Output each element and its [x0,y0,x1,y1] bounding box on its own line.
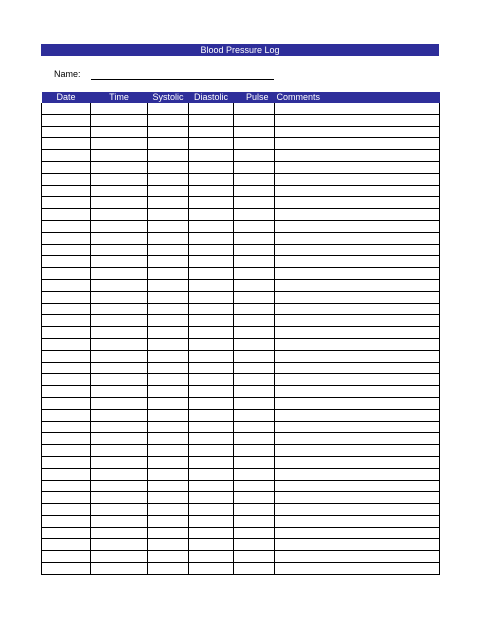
pulse-cell[interactable] [234,527,275,539]
time-cell[interactable] [91,232,148,244]
diastolic-cell[interactable] [189,445,234,457]
comments-cell[interactable] [275,256,440,268]
diastolic-cell[interactable] [189,551,234,563]
systolic-cell[interactable] [148,504,189,516]
diastolic-cell[interactable] [189,103,234,114]
pulse-cell[interactable] [234,456,275,468]
date-cell[interactable] [42,492,91,504]
table-row [42,492,440,504]
date-cell[interactable] [42,563,91,575]
time-cell[interactable] [91,103,148,114]
time-cell[interactable] [91,480,148,492]
date-cell[interactable] [42,433,91,445]
table-row [42,126,440,138]
diastolic-cell[interactable] [189,433,234,445]
table-row [42,421,440,433]
pulse-cell[interactable] [234,338,275,350]
date-cell[interactable] [42,456,91,468]
time-cell[interactable] [91,456,148,468]
time-cell[interactable] [91,256,148,268]
column-header-time: Time [91,92,148,103]
pulse-cell[interactable] [234,551,275,563]
systolic-cell[interactable] [148,397,189,409]
table-row [42,103,440,114]
comments-cell[interactable] [275,539,440,551]
diastolic-cell[interactable] [189,138,234,150]
diastolic-cell[interactable] [189,209,234,221]
pulse-cell[interactable] [234,504,275,516]
log-title: Blood Pressure Log [41,44,439,56]
pulse-cell[interactable] [234,445,275,457]
systolic-cell[interactable] [148,456,189,468]
diastolic-cell[interactable] [189,504,234,516]
systolic-cell[interactable] [148,327,189,339]
table-row [42,350,440,362]
time-cell[interactable] [91,173,148,185]
comments-cell[interactable] [275,551,440,563]
comments-cell[interactable] [275,563,440,575]
systolic-cell[interactable] [148,173,189,185]
comments-cell[interactable] [275,279,440,291]
time-cell[interactable] [91,197,148,209]
pulse-cell[interactable] [234,350,275,362]
table-row [42,527,440,539]
comments-cell[interactable] [275,338,440,350]
pulse-cell[interactable] [234,185,275,197]
comments-cell[interactable] [275,173,440,185]
time-cell[interactable] [91,539,148,551]
comments-cell[interactable] [275,244,440,256]
systolic-cell[interactable] [148,315,189,327]
column-header-comments: Comments [275,92,440,103]
table-row [42,114,440,126]
time-cell[interactable] [91,327,148,339]
systolic-cell[interactable] [148,220,189,232]
name-input-line[interactable] [91,79,274,80]
pulse-cell[interactable] [234,268,275,280]
pulse-cell[interactable] [234,138,275,150]
table-row [42,161,440,173]
date-cell[interactable] [42,327,91,339]
date-cell[interactable] [42,362,91,374]
time-cell[interactable] [91,362,148,374]
systolic-cell[interactable] [148,409,189,421]
comments-cell[interactable] [275,220,440,232]
diastolic-cell[interactable] [189,303,234,315]
pulse-cell[interactable] [234,409,275,421]
diastolic-cell[interactable] [189,480,234,492]
table-row [42,539,440,551]
date-cell[interactable] [42,421,91,433]
diastolic-cell[interactable] [189,539,234,551]
date-cell[interactable] [42,374,91,386]
pulse-cell[interactable] [234,433,275,445]
comments-cell[interactable] [275,315,440,327]
date-cell[interactable] [42,468,91,480]
systolic-cell[interactable] [148,468,189,480]
systolic-cell[interactable] [148,197,189,209]
date-cell[interactable] [42,197,91,209]
systolic-cell[interactable] [148,527,189,539]
date-cell[interactable] [42,315,91,327]
systolic-cell[interactable] [148,244,189,256]
time-cell[interactable] [91,338,148,350]
table-row [42,185,440,197]
diastolic-cell[interactable] [189,291,234,303]
table-row [42,244,440,256]
pulse-cell[interactable] [234,209,275,221]
comments-cell[interactable] [275,150,440,162]
log-rows [42,103,440,574]
pulse-cell[interactable] [234,327,275,339]
comments-cell[interactable] [275,185,440,197]
table-row [42,433,440,445]
pulse-cell[interactable] [234,150,275,162]
comments-cell[interactable] [275,468,440,480]
time-cell[interactable] [91,350,148,362]
date-cell[interactable] [42,386,91,398]
time-cell[interactable] [91,161,148,173]
time-cell[interactable] [91,551,148,563]
systolic-cell[interactable] [148,291,189,303]
diastolic-cell[interactable] [189,126,234,138]
date-cell[interactable] [42,350,91,362]
date-cell[interactable] [42,161,91,173]
table-row [42,315,440,327]
diastolic-cell[interactable] [189,197,234,209]
time-cell[interactable] [91,303,148,315]
pulse-cell[interactable] [234,386,275,398]
pulse-cell[interactable] [234,197,275,209]
pulse-cell[interactable] [234,232,275,244]
table-row [42,409,440,421]
diastolic-cell[interactable] [189,515,234,527]
systolic-cell[interactable] [148,445,189,457]
date-cell[interactable] [42,291,91,303]
systolic-cell[interactable] [148,362,189,374]
table-row [42,374,440,386]
time-cell[interactable] [91,468,148,480]
comments-cell[interactable] [275,327,440,339]
comments-cell[interactable] [275,504,440,516]
comments-cell[interactable] [275,515,440,527]
date-cell[interactable] [42,114,91,126]
pulse-cell[interactable] [234,114,275,126]
diastolic-cell[interactable] [189,185,234,197]
pulse-cell[interactable] [234,126,275,138]
date-cell[interactable] [42,480,91,492]
diastolic-cell[interactable] [189,468,234,480]
time-cell[interactable] [91,445,148,457]
time-cell[interactable] [91,433,148,445]
diastolic-cell[interactable] [189,421,234,433]
diastolic-cell[interactable] [189,256,234,268]
date-cell[interactable] [42,409,91,421]
systolic-cell[interactable] [148,161,189,173]
systolic-cell[interactable] [148,103,189,114]
date-cell[interactable] [42,232,91,244]
pulse-cell[interactable] [234,220,275,232]
table-row [42,386,440,398]
systolic-cell[interactable] [148,421,189,433]
systolic-cell[interactable] [148,126,189,138]
pulse-cell[interactable] [234,468,275,480]
diastolic-cell[interactable] [189,350,234,362]
systolic-cell[interactable] [148,563,189,575]
systolic-cell[interactable] [148,279,189,291]
column-header-date: Date [42,92,91,103]
table-row [42,303,440,315]
table-row [42,197,440,209]
pulse-cell[interactable] [234,161,275,173]
comments-cell[interactable] [275,126,440,138]
systolic-cell[interactable] [148,303,189,315]
time-cell[interactable] [91,409,148,421]
table-row [42,445,440,457]
diastolic-cell[interactable] [189,338,234,350]
diastolic-cell[interactable] [189,527,234,539]
time-cell[interactable] [91,150,148,162]
table-row [42,291,440,303]
time-cell[interactable] [91,504,148,516]
systolic-cell[interactable] [148,185,189,197]
systolic-cell[interactable] [148,114,189,126]
comments-cell[interactable] [275,492,440,504]
table-row [42,504,440,516]
comments-cell[interactable] [275,421,440,433]
table-row [42,256,440,268]
pulse-cell[interactable] [234,563,275,575]
table-row [42,279,440,291]
diastolic-cell[interactable] [189,173,234,185]
pulse-cell[interactable] [234,362,275,374]
time-cell[interactable] [91,268,148,280]
comments-cell[interactable] [275,114,440,126]
date-cell[interactable] [42,527,91,539]
pulse-cell[interactable] [234,291,275,303]
pulse-cell[interactable] [234,315,275,327]
pulse-cell[interactable] [234,515,275,527]
date-cell[interactable] [42,138,91,150]
comments-cell[interactable] [275,386,440,398]
diastolic-cell[interactable] [189,397,234,409]
diastolic-cell[interactable] [189,386,234,398]
time-cell[interactable] [91,515,148,527]
comments-cell[interactable] [275,397,440,409]
time-cell[interactable] [91,114,148,126]
date-cell[interactable] [42,445,91,457]
time-cell[interactable] [91,492,148,504]
systolic-cell[interactable] [148,539,189,551]
diastolic-cell[interactable] [189,244,234,256]
comments-cell[interactable] [275,303,440,315]
systolic-cell[interactable] [148,150,189,162]
diastolic-cell[interactable] [189,268,234,280]
diastolic-cell[interactable] [189,456,234,468]
time-cell[interactable] [91,421,148,433]
comments-cell[interactable] [275,409,440,421]
comments-cell[interactable] [275,374,440,386]
pulse-cell[interactable] [234,173,275,185]
date-cell[interactable] [42,338,91,350]
table-row [42,515,440,527]
diastolic-cell[interactable] [189,327,234,339]
time-cell[interactable] [91,291,148,303]
diastolic-cell[interactable] [189,374,234,386]
pulse-cell[interactable] [234,244,275,256]
table-row [42,397,440,409]
date-cell[interactable] [42,209,91,221]
systolic-cell[interactable] [148,492,189,504]
comments-cell[interactable] [275,527,440,539]
table-row [42,338,440,350]
time-cell[interactable] [91,126,148,138]
date-cell[interactable] [42,220,91,232]
table-row [42,456,440,468]
systolic-cell[interactable] [148,386,189,398]
comments-cell[interactable] [275,350,440,362]
diastolic-cell[interactable] [189,220,234,232]
time-cell[interactable] [91,397,148,409]
date-cell[interactable] [42,173,91,185]
pulse-cell[interactable] [234,492,275,504]
time-cell[interactable] [91,374,148,386]
column-header-pulse: Pulse [234,92,275,103]
time-cell[interactable] [91,138,148,150]
comments-cell[interactable] [275,291,440,303]
comments-cell[interactable] [275,456,440,468]
systolic-cell[interactable] [148,138,189,150]
pulse-cell[interactable] [234,421,275,433]
systolic-cell[interactable] [148,433,189,445]
time-cell[interactable] [91,185,148,197]
time-cell[interactable] [91,315,148,327]
column-header-systolic: Systolic [148,92,189,103]
comments-cell[interactable] [275,138,440,150]
systolic-cell[interactable] [148,551,189,563]
diastolic-cell[interactable] [189,279,234,291]
table-row [42,138,440,150]
diastolic-cell[interactable] [189,409,234,421]
date-cell[interactable] [42,539,91,551]
table-row [42,150,440,162]
comments-cell[interactable] [275,232,440,244]
systolic-cell[interactable] [148,256,189,268]
systolic-cell[interactable] [148,374,189,386]
table-row [42,220,440,232]
time-cell[interactable] [91,209,148,221]
diastolic-cell[interactable] [189,563,234,575]
table-row [42,563,440,575]
table-row [42,327,440,339]
date-cell[interactable] [42,504,91,516]
pulse-cell[interactable] [234,303,275,315]
table-row [42,551,440,563]
time-cell[interactable] [91,279,148,291]
date-cell[interactable] [42,279,91,291]
systolic-cell[interactable] [148,209,189,221]
time-cell[interactable] [91,220,148,232]
time-cell[interactable] [91,563,148,575]
time-cell[interactable] [91,386,148,398]
pulse-cell[interactable] [234,374,275,386]
date-cell[interactable] [42,126,91,138]
date-cell[interactable] [42,551,91,563]
comments-cell[interactable] [275,268,440,280]
table-row [42,480,440,492]
pulse-cell[interactable] [234,397,275,409]
diastolic-cell[interactable] [189,150,234,162]
diastolic-cell[interactable] [189,161,234,173]
blood-pressure-table [41,92,440,575]
systolic-cell[interactable] [148,350,189,362]
column-header-diastolic: Diastolic [189,92,234,103]
systolic-cell[interactable] [148,515,189,527]
date-cell[interactable] [42,515,91,527]
systolic-cell[interactable] [148,232,189,244]
date-cell[interactable] [42,244,91,256]
diastolic-cell[interactable] [189,315,234,327]
systolic-cell[interactable] [148,268,189,280]
diastolic-cell[interactable] [189,492,234,504]
table-row [42,468,440,480]
comments-cell[interactable] [275,161,440,173]
comments-cell[interactable] [275,103,440,114]
date-cell[interactable] [42,103,91,114]
time-cell[interactable] [91,244,148,256]
pulse-cell[interactable] [234,539,275,551]
comments-cell[interactable] [275,433,440,445]
diastolic-cell[interactable] [189,232,234,244]
pulse-cell[interactable] [234,480,275,492]
time-cell[interactable] [91,527,148,539]
table-row [42,268,440,280]
date-cell[interactable] [42,185,91,197]
comments-cell[interactable] [275,197,440,209]
diastolic-cell[interactable] [189,362,234,374]
name-label: Name: [54,69,81,79]
pulse-cell[interactable] [234,256,275,268]
pulse-cell[interactable] [234,103,275,114]
comments-cell[interactable] [275,445,440,457]
comments-cell[interactable] [275,209,440,221]
date-cell[interactable] [42,256,91,268]
table-header-row [42,92,440,103]
diastolic-cell[interactable] [189,114,234,126]
comments-cell[interactable] [275,480,440,492]
comments-cell[interactable] [275,362,440,374]
table-row [42,232,440,244]
date-cell[interactable] [42,303,91,315]
table-row [42,362,440,374]
date-cell[interactable] [42,268,91,280]
date-cell[interactable] [42,150,91,162]
table-row [42,209,440,221]
systolic-cell[interactable] [148,480,189,492]
table-row [42,173,440,185]
date-cell[interactable] [42,397,91,409]
systolic-cell[interactable] [148,338,189,350]
pulse-cell[interactable] [234,279,275,291]
